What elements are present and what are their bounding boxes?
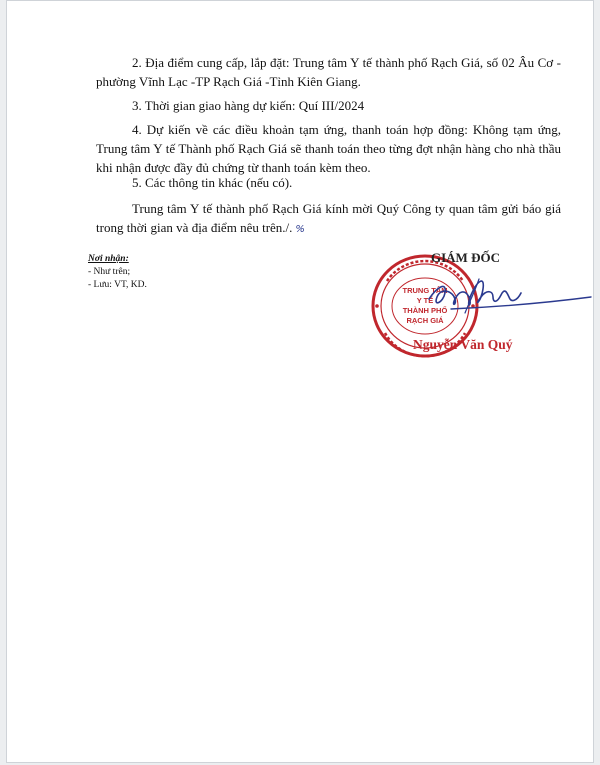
item-2 <box>96 53 561 91</box>
item-5-text: 5. Các thông tin khác (nếu có). <box>132 175 293 190</box>
closing-text: Trung tâm Y tế thành phố Rạch Giá kính mời Quý Công ty quan tâm gửi báo giá trong thời gian và địa điểm nêu trên./. <box>96 201 561 235</box>
handwritten-initials: % <box>295 224 305 235</box>
signer-name: Nguyễn Văn Quý <box>413 337 513 352</box>
closing-paragraph <box>96 199 561 239</box>
item-3-text: 3. Thời gian giao hàng dự kiến: Quí III/2024 <box>132 98 365 113</box>
seal-line: Y TẾ <box>416 296 434 305</box>
handwritten-signature <box>425 263 593 329</box>
recipients-block <box>88 253 147 292</box>
item-2-text: 2. Địa điểm cung cấp, lắp đặt: Trung tâm Y tế thành phố Rạch Giá, số 02 Âu Cơ - phường Vĩnh Lạc -TP Rạch Giá -Tỉnh Kiên Giang. <box>96 55 561 89</box>
recipients-heading: Nơi nhận: <box>88 254 129 264</box>
recipient-line: - Lưu: VT, KD. <box>88 280 147 290</box>
seal-line: THÀNH PHỐ <box>402 306 448 315</box>
item-4 <box>96 120 561 177</box>
seal-line: TRUNG TÂM <box>402 286 448 295</box>
item-3 <box>96 96 561 115</box>
director-title: GIÁM ĐỐC <box>431 250 500 265</box>
item-4-text: 4. Dự kiến về các điều khoản tạm ứng, thanh toán hợp đồng: Không tạm ứng, Trung tâm Y tế Thành phố Rạch Giá sẽ thanh toán theo từng đợt nhận hàng cho nhà thầu khi nhận được đầy đủ chứng từ thanh toán kèm theo. <box>96 122 561 175</box>
seal-line: RẠCH GIÁ <box>406 316 444 325</box>
recipient-line: - Như trên; <box>88 267 131 277</box>
document-page <box>6 0 594 763</box>
item-5 <box>96 173 561 192</box>
